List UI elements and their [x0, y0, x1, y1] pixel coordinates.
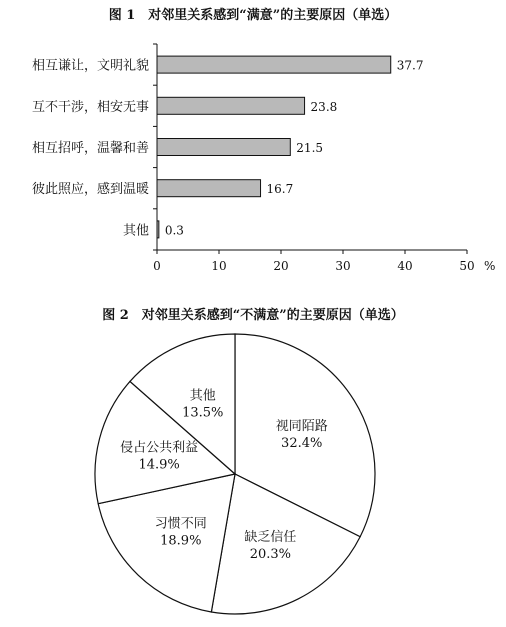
- slice-label: 视同陌路: [275, 418, 328, 434]
- bar: [157, 180, 261, 197]
- x-axis-unit: %: [484, 259, 496, 273]
- slice-label: 缺乏信任: [244, 529, 297, 545]
- category-label: 互不干涉，相安无事: [31, 99, 149, 115]
- x-tick-label: 10: [211, 259, 227, 273]
- x-tick-label: 50: [459, 259, 475, 273]
- x-tick-label: 30: [335, 259, 351, 273]
- bar-chart-title: 图 1 对邻里关系感到“满意”的主要原因（单选）: [108, 8, 398, 23]
- bar: [157, 97, 305, 114]
- value-label: 0.3: [164, 223, 184, 238]
- pie-chart: [95, 334, 375, 614]
- slice-percent: 13.5%: [182, 405, 224, 421]
- slice-label: 习惯不同: [154, 516, 207, 532]
- x-tick-label: 20: [273, 259, 289, 273]
- value-label: 37.7: [396, 58, 424, 73]
- pie-chart-title: 图 2 对邻里关系感到“不满意”的主要原因（单选）: [102, 308, 404, 323]
- bar: [157, 139, 290, 156]
- value-label: 21.5: [296, 141, 324, 155]
- slice-percent: 18.9%: [160, 533, 202, 549]
- bar-chart: [32, 44, 495, 273]
- slice-label: 侵占公共利益: [120, 440, 199, 456]
- bar: [157, 56, 391, 73]
- bar: [157, 221, 159, 238]
- category-label: 相互谦让，文明礼貌: [31, 58, 149, 74]
- category-label: 其他: [122, 223, 149, 239]
- category-label: 彼此照应，感到温暖: [31, 182, 149, 198]
- x-tick-label: 0: [153, 259, 161, 273]
- x-tick-label: 40: [397, 259, 413, 273]
- value-label: 23.8: [310, 99, 338, 114]
- slice-percent: 20.3%: [249, 546, 292, 562]
- slice-percent: 32.4%: [281, 435, 323, 451]
- category-label: 相互招呼，温馨和善: [31, 141, 149, 156]
- slice-percent: 14.9%: [138, 457, 180, 473]
- slice-label: 其他: [189, 388, 216, 404]
- value-label: 16.7: [266, 182, 294, 197]
